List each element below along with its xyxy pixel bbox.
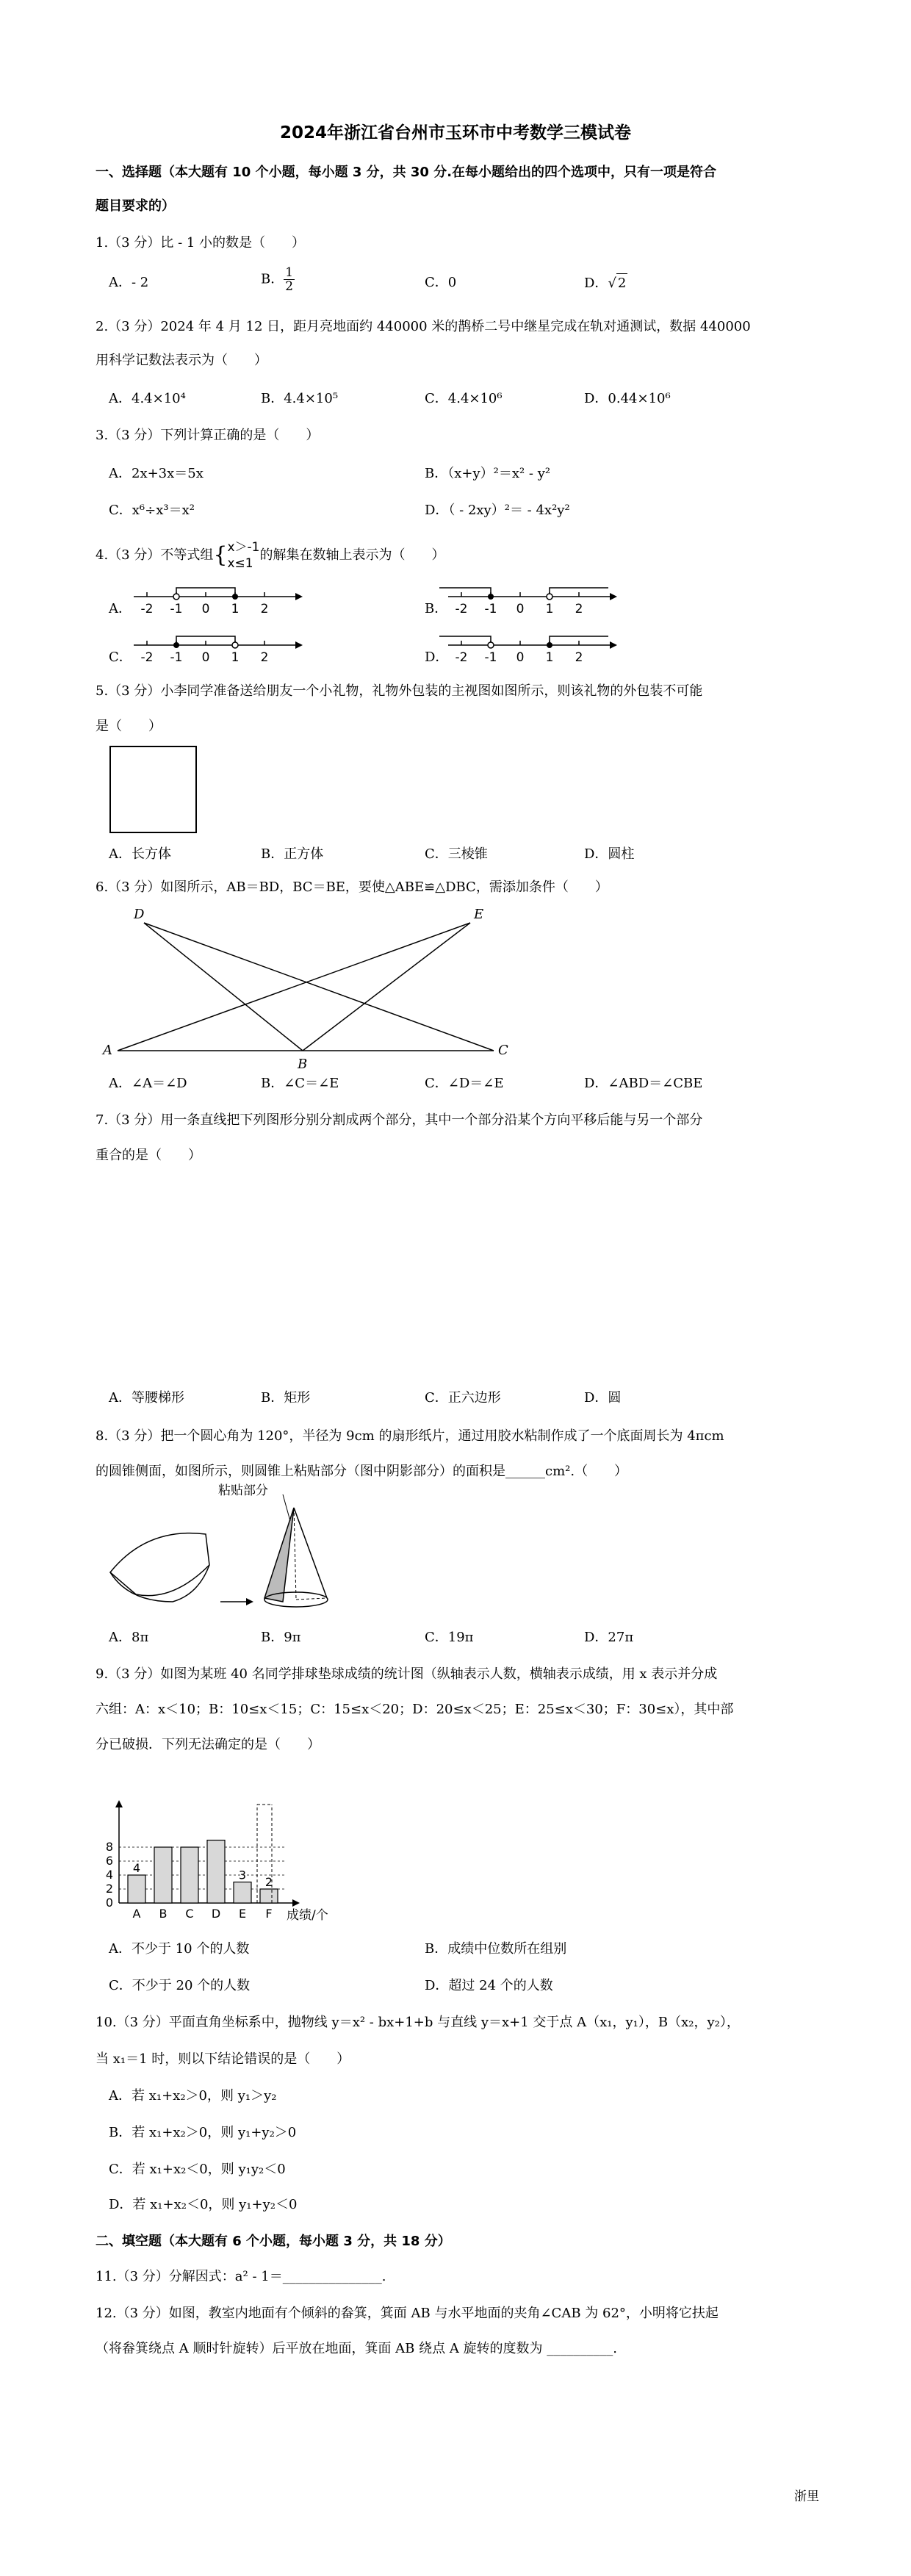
question-stem: 10.（3 分）平面直角坐标系中，抛物线 y＝x² - bx+1+b 与直线 y＝x+1 交于点 A（x₁，y₁），B（x₂，y₂）， (96, 2015, 740, 2030)
radicand: 2 (616, 273, 627, 293)
option-b: B．若 x₁+x₂＞0，则 y₁+y₂＞0 (109, 2125, 297, 2140)
question-stem-cont: 六组：A：x＜10；B：10≤x＜15；C：15≤x＜20；D：20≤x＜25；E：25≤x＜30；F：30≤x），其中部 (96, 1702, 734, 1717)
option-a: A．不少于 10 个的人数 (109, 1941, 250, 1957)
option-d: D． (425, 650, 449, 665)
page-title: 2024年浙江省台州市玉环市中考数学三模试卷 (279, 123, 631, 143)
bar (128, 1875, 145, 1903)
triangle-figure (103, 902, 529, 1071)
option-a: A．∠A＝∠D (109, 1076, 187, 1091)
y-tick-label: 6 (105, 1854, 113, 1868)
option-d (584, 273, 627, 293)
number-line-b (448, 580, 624, 625)
option-d: D．若 x₁+x₂＜0，则 y₁+y₂＜0 (109, 2197, 298, 2212)
paste-area-label: 粘贴部分 (218, 1483, 268, 1498)
option-d: D．27π (584, 1630, 634, 1645)
tick-label: -1 (484, 602, 497, 616)
option-c: C．若 x₁+x₂＜0，则 y₁y₂＜0 (109, 2162, 286, 2177)
bar-value-label: 3 (238, 1868, 247, 1882)
x-category-label: B (159, 1907, 168, 1921)
axis-arrow (295, 641, 303, 649)
axis-arrow (295, 593, 303, 600)
question-stem-cont: 的圆锥侧面，如图所示，则圆锥上粘贴部分（图中阴影部分）的面积是______cm².（ ） (96, 1464, 628, 1479)
option-a: A．- 2 (109, 275, 149, 290)
question-stem-cont: （将畚箕绕点 A 顺时针旋转）后平放在地面，箕面 AB 绕点 A 旋转的度数为 __________. (96, 2341, 617, 2356)
y-tick-label: 8 (105, 1840, 113, 1854)
footer-brand: 浙里 (794, 2489, 819, 2504)
option-b: B．9π (261, 1630, 301, 1645)
question-stem: 6.（3 分）如图所示，AB＝BD，BC＝BE，要使△ABE≌△DBC，需添加条件（ ） (96, 879, 608, 895)
tick-label: 0 (516, 650, 525, 665)
tick-label: -1 (484, 650, 497, 665)
tick-label: 1 (545, 650, 554, 665)
question-stem: 3.（3 分）下列计算正确的是（ ） (96, 428, 320, 443)
option-b: B．成绩中位数所在组别 (425, 1941, 567, 1957)
inequality-1: x＞-1 (227, 540, 260, 555)
question-stem-cont: 分已破损．下列无法确定的是（ ） (96, 1737, 320, 1752)
tick-label: 2 (575, 650, 583, 665)
number-line-a (134, 580, 310, 625)
option-d: D．圆 (584, 1390, 622, 1406)
question-stem: 12.（3 分）如图，教室内地面有个倾斜的畚箕，箕面 AB 与水平地面的夹角∠CAB 为 62°，小明将它扶起 (96, 2306, 719, 2321)
label-b: B (298, 1057, 308, 1072)
label-a: A (103, 1043, 112, 1058)
axis-arrow (610, 641, 617, 649)
option-b: B．（x+y）²＝x² - y² (425, 466, 551, 481)
bar (154, 1847, 172, 1903)
question-stem: 8.（3 分）把一个圆心角为 120°，半径为 9cm 的扇形纸片，通过用胶水粘制作成了一个底面周长为 4πcm (96, 1428, 724, 1444)
closed-dot (547, 642, 552, 648)
tick-label: 2 (260, 602, 269, 616)
option-d: D．∠ABD＝∠CBE (584, 1076, 703, 1091)
question-stem: 11.（3 分）分解因式：a² - 1＝_______________. (96, 2269, 386, 2284)
fraction-denominator: 2 (285, 279, 294, 294)
option-d: D．圆柱 (584, 846, 635, 862)
question-stem-cont: 重合的是（ ） (96, 1148, 201, 1163)
option-b (261, 266, 295, 293)
y-tick-label: 0 (105, 1896, 113, 1910)
x-category-label: C (185, 1907, 194, 1921)
bar (207, 1841, 225, 1904)
number-line-d (448, 629, 624, 673)
option-b: B．4.4×10⁵ (261, 391, 339, 406)
bar (260, 1889, 278, 1903)
option-a: A．等腰梯形 (109, 1390, 184, 1406)
option-b: B．矩形 (261, 1390, 311, 1406)
tick-label: -2 (455, 602, 468, 616)
question-stem: 9.（3 分）如图为某班 40 名同学排球垫球成绩的统计图（纵轴表示人数，横轴表示成绩，用 x 表示并分成 (96, 1666, 718, 1682)
option-b-prefix: B． (261, 271, 284, 287)
option-b: B． (425, 601, 448, 616)
tick-label: 0 (516, 602, 525, 616)
solution-ray-left (439, 636, 491, 645)
option-d-prefix: D． (584, 276, 608, 291)
x-category-label: F (265, 1907, 273, 1921)
y-tick-label: 4 (105, 1868, 113, 1882)
label-e: E (474, 907, 484, 922)
solution-ray-left (439, 588, 491, 597)
open-dot (547, 594, 552, 600)
closed-dot (173, 642, 179, 648)
sqrt-icon: √ (608, 276, 616, 291)
open-dot (173, 594, 179, 600)
option-a: A． (109, 601, 132, 616)
option-c: C．不少于 20 个的人数 (109, 1978, 251, 1993)
option-a: A．2x+3x＝5x (109, 466, 204, 481)
sector-cone-figure (107, 1483, 415, 1616)
tick-label: 0 (201, 602, 210, 616)
section-heading: 二、填空题（本大题有 6 个小题，每小题 3 分，共 18 分） (96, 2234, 451, 2249)
question-stem: 7.（3 分）用一条直线把下列图形分别分割成两个部分，其中一个部分沿某个方向平移后能与另一个部分 (96, 1112, 703, 1128)
section-heading-cont: 题目要求的） (96, 198, 175, 214)
x-category-label: D (211, 1907, 221, 1921)
tick-label: -2 (140, 602, 154, 616)
tick-label: 2 (575, 602, 583, 616)
question-stem: 2.（3 分）2024 年 4 月 12 日，距月亮地面约 440000 米的鹊桥二号中继星完成在轨对通测试，数据 440000 (96, 319, 751, 334)
option-c: C．0 (425, 275, 457, 290)
option-c: C．x⁶÷x³＝x² (109, 503, 195, 518)
tick-label: 1 (231, 650, 240, 665)
stem-suffix: 的解集在数轴上表示为（ ） (259, 547, 445, 563)
bar-chart (103, 1767, 455, 1932)
option-b: B．∠C＝∠E (261, 1076, 339, 1091)
option-d: D．（ - 2xy）²＝ - 4x²y² (425, 503, 570, 518)
fraction-numerator: 1 (285, 265, 294, 280)
section-heading: 一、选择题（本大题有 10 个小题，每小题 3 分，共 30 分.在每小题给出的四个选项中，只有一项是符合 (96, 165, 717, 180)
tick-label: 0 (201, 650, 210, 665)
option-c: C．19π (425, 1630, 474, 1645)
option-a: A．4.4×10⁴ (109, 391, 186, 406)
inequality-2: x≤1 (227, 556, 253, 571)
brace-icon: { (213, 542, 228, 568)
tick-label: -2 (455, 650, 468, 665)
label-c: C (498, 1043, 508, 1058)
x-category-label: E (238, 1907, 247, 1921)
x-category-label: A (132, 1907, 141, 1921)
option-a: A．若 x₁+x₂＞0，则 y₁＞y₂ (109, 2088, 277, 2104)
option-a: A．8π (109, 1630, 149, 1645)
open-dot (232, 642, 238, 648)
open-dot (488, 642, 494, 648)
closed-dot (232, 594, 238, 600)
tick-label: 1 (231, 602, 240, 616)
question-stem: 1.（3 分）比 - 1 小的数是（ ） (96, 235, 306, 251)
question-stem (96, 539, 815, 572)
x-axis-arrow (292, 1899, 300, 1907)
fraction (284, 266, 295, 293)
question-stem-cont: 当 x₁＝1 时，则以下结论错误的是（ ） (96, 2051, 350, 2067)
y-axis-arrow (115, 1800, 123, 1807)
bar (234, 1882, 251, 1904)
x-axis-label: 成绩/个 (287, 1908, 328, 1923)
question-stem-cont: 用科学记数法表示为（ ） (96, 353, 267, 368)
bar (181, 1847, 198, 1903)
option-c: C． (109, 650, 132, 665)
bar-value-label: 4 (132, 1861, 141, 1875)
option-c: C．三棱锥 (425, 846, 488, 862)
axis-arrow (610, 593, 617, 600)
option-c: C．正六边形 (425, 1390, 501, 1406)
bar-value-label: 2 (264, 1875, 273, 1889)
tick-label: 2 (260, 650, 269, 665)
option-c: C．4.4×10⁶ (425, 391, 503, 406)
closed-dot (488, 594, 494, 600)
option-d: D．超过 24 个的人数 (425, 1978, 553, 1993)
option-a: A．长方体 (109, 846, 171, 862)
tick-label: -2 (140, 650, 154, 665)
option-b: B．正方体 (261, 846, 324, 862)
label-d: D (134, 907, 145, 922)
tick-label: -1 (170, 650, 183, 665)
stem-prefix: 4.（3 分）不等式组 (96, 547, 214, 563)
number-line-c (134, 629, 310, 673)
option-c: C．∠D＝∠E (425, 1076, 504, 1091)
front-view-square (109, 745, 198, 835)
tick-label: 1 (545, 602, 554, 616)
question-stem: 5.（3 分）小李同学准备送给朋友一个小礼物，礼物外包装的主视图如图所示，则该礼物的外包装不可能 (96, 683, 703, 699)
y-tick-label: 2 (105, 1882, 113, 1896)
tick-label: -1 (170, 602, 183, 616)
option-d: D．0.44×10⁶ (584, 391, 671, 406)
question-stem-cont: 是（ ） (96, 719, 162, 734)
